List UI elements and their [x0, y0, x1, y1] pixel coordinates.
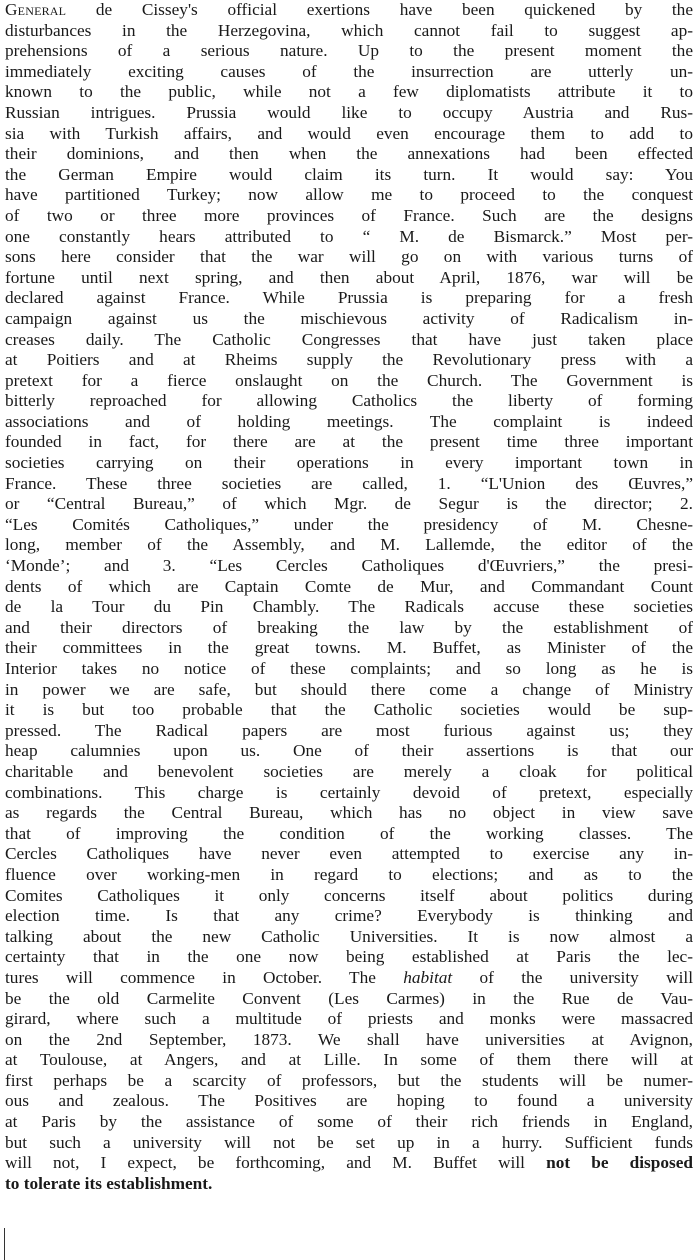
text-line — [5, 1071, 693, 1092]
text-line — [5, 165, 693, 186]
text-segment: the German Empire would claim its turn. It would say: You — [5, 164, 693, 184]
text-segment: France. These three societies are called, 1. “L'Union des Œuvres,” — [5, 473, 693, 493]
text-line — [5, 1091, 693, 1112]
text-segment: immediately exciting causes of the insurrection are utterly un- — [5, 61, 693, 81]
text-line — [5, 124, 693, 145]
text-segment: societies carrying on their operations in every important town in — [5, 453, 693, 473]
text-segment: on the 2nd September, 1873. We shall have universities at Avignon, — [5, 1029, 693, 1049]
text-segment: of the university will — [452, 967, 693, 987]
text-segment: not be disposed — [546, 1153, 693, 1173]
text-line — [5, 227, 693, 248]
text-segment: known to the public, while not a few diplomatists attribute it to — [5, 82, 693, 102]
text-line — [5, 700, 693, 721]
text-line — [5, 432, 693, 453]
text-line — [5, 618, 693, 639]
text-line — [5, 144, 693, 165]
text-segment: combinations. This charge is certainly devoid of pretext, especially — [5, 782, 693, 802]
text-segment: their dominions, and then when the annexations had been effected — [5, 144, 693, 164]
text-segment: sons here consider that the war will go on with various turns of — [5, 247, 693, 267]
text-line — [5, 803, 693, 824]
text-line — [5, 844, 693, 865]
text-line — [5, 185, 693, 206]
text-line — [5, 474, 693, 495]
text-segment: talking about the new Catholic Universities. It is now almost a — [5, 926, 693, 946]
text-segment: as regards the Central Bureau, which has no object in view save — [5, 803, 693, 823]
text-segment: or “Central Bureau,” of which Mgr. de Segur is the director; 2. — [5, 494, 693, 514]
text-line — [5, 721, 693, 742]
text-segment: be the old Carmelite Convent (Les Carmes) in the Rue de Vau- — [5, 988, 693, 1008]
text-segment: prehensions of a serious nature. Up to the present moment the — [5, 41, 693, 61]
text-line — [5, 865, 693, 886]
text-line — [5, 1153, 693, 1174]
text-segment: and their directors of breaking the law by the establishment of — [5, 617, 693, 637]
text-line — [5, 412, 693, 433]
margin-rule — [4, 1228, 5, 1260]
text-line — [5, 0, 693, 21]
text-line — [5, 824, 693, 845]
text-segment: ‘Monde’; and 3. “Les Cercles Catholiques d'Œuvriers,” the presi- — [5, 556, 693, 576]
text-segment: have partitioned Turkey; now allow me to proceed to the conquest — [5, 185, 693, 205]
text-segment: to tolerate its establishment. — [5, 1173, 213, 1193]
text-segment: election time. Is that any crime? Everybody is thinking and — [5, 906, 693, 926]
text-line — [5, 21, 693, 42]
text-line — [5, 989, 693, 1010]
text-line — [5, 968, 693, 989]
text-segment: in power we are safe, but should there come a change of Ministry — [5, 679, 693, 699]
text-segment: General — [5, 0, 67, 19]
text-segment: at Poitiers and at Rheims supply the Revolutionary press with a — [5, 350, 693, 370]
text-segment: fortune until next spring, and then about April, 1876, war will be — [5, 267, 693, 287]
text-segment: of two or three more provinces of France. Such are the designs — [5, 205, 693, 225]
text-segment: Comites Catholiques it only concerns itself about politics during — [5, 885, 693, 905]
text-segment: sia with Turkish affairs, and would even encourage them to add to — [5, 123, 693, 143]
text-line — [5, 577, 693, 598]
text-line — [5, 515, 693, 536]
text-segment: it is but too probable that the Catholic societies would be sup- — [5, 700, 693, 720]
text-segment: first perhaps be a scarcity of professors, but the students will be numer- — [5, 1070, 693, 1090]
text-line — [5, 330, 693, 351]
text-segment: girard, where such a multitude of priests and monks were massacred — [5, 1009, 693, 1029]
text-line — [5, 1050, 693, 1071]
text-line — [5, 680, 693, 701]
text-line — [5, 82, 693, 103]
text-segment: one constantly hears attributed to “ M. de Bismarck.” Most per- — [5, 226, 693, 246]
text-segment: ous and zealous. The Positives are hoping to found a university — [5, 1091, 693, 1111]
text-segment: long, member of the Assembly, and M. Lallemde, the editor of the — [5, 535, 693, 555]
text-line — [5, 391, 693, 412]
text-line — [5, 494, 693, 515]
text-segment: pressed. The Radical papers are most furious against us; they — [5, 720, 693, 740]
text-segment: Cercles Catholiques have never even attempted to exercise any in- — [5, 844, 693, 864]
text-segment: “Les Comités Catholiques,” under the presidency of M. Chesne- — [5, 514, 693, 534]
text-line — [5, 268, 693, 289]
text-segment: Russian intrigues. Prussia would like to occupy Austria and Rus- — [5, 102, 693, 122]
text-segment: bitterly reproached for allowing Catholics the liberty of forming — [5, 391, 693, 411]
text-line — [5, 62, 693, 83]
text-line — [5, 453, 693, 474]
text-segment: campaign against us the mischievous activity of Radicalism in- — [5, 308, 693, 328]
text-line — [5, 597, 693, 618]
text-segment: certainty that in the one now being established at Paris the lec- — [5, 947, 693, 967]
text-segment: creases daily. The Catholic Congresses that have just taken place — [5, 329, 693, 349]
text-line — [5, 556, 693, 577]
article-body — [5, 0, 693, 1194]
text-segment: but such a university will not be set up in a hurry. Sufficient funds — [5, 1132, 693, 1152]
text-line — [5, 535, 693, 556]
text-segment: de la Tour du Pin Chambly. The Radicals accuse these societies — [5, 597, 693, 617]
text-line — [5, 103, 693, 124]
text-segment: heap calumnies upon us. One of their assertions is that our — [5, 741, 693, 761]
text-line — [5, 309, 693, 330]
text-line — [5, 886, 693, 907]
text-line — [5, 638, 693, 659]
text-segment: tures will commence in October. The — [5, 967, 404, 987]
text-line — [5, 659, 693, 680]
text-segment: their committees in the great towns. M. Buffet, as Minister of the — [5, 638, 693, 658]
text-line — [5, 350, 693, 371]
text-segment: that of improving the condition of the working classes. The — [5, 823, 693, 843]
text-segment: Interior takes no notice of these complaints; and so long as he is — [5, 659, 693, 678]
text-segment: at Paris by the assistance of some of their rich friends in England, — [5, 1112, 693, 1132]
text-segment: associations and of holding meetings. The complaint is indeed — [5, 411, 693, 431]
text-line — [5, 247, 693, 268]
text-line — [5, 1009, 693, 1030]
text-line — [5, 947, 693, 968]
text-line — [5, 906, 693, 927]
text-segment: at Toulouse, at Angers, and at Lille. In some of them there will at — [5, 1050, 693, 1070]
text-line — [5, 371, 693, 392]
text-segment: declared against France. While Prussia is preparing for a fresh — [5, 288, 693, 308]
text-line — [5, 927, 693, 948]
text-line — [5, 741, 693, 762]
text-segment: will not, I expect, be forthcoming, and M. Buffet will — [5, 1153, 547, 1173]
text-line — [5, 206, 693, 227]
text-line — [5, 1174, 693, 1195]
text-segment: charitable and benevolent societies are merely a cloak for political — [5, 761, 693, 781]
text-segment: habitat — [403, 967, 453, 987]
text-segment: de Cissey's official exertions have been quickened by the — [66, 0, 693, 19]
text-segment: fluence over working-men in regard to elections; and as to the — [5, 864, 693, 884]
text-segment: dents of which are Captain Comte de Mur, and Commandant Count — [5, 576, 693, 596]
text-line — [5, 288, 693, 309]
text-line — [5, 1030, 693, 1051]
text-segment: founded in fact, for there are at the present time three important — [5, 432, 693, 452]
text-line — [5, 783, 693, 804]
text-line — [5, 1112, 693, 1133]
text-line — [5, 41, 693, 62]
text-line — [5, 1133, 693, 1154]
text-segment: pretext for a fierce onslaught on the Church. The Government is — [5, 370, 693, 390]
text-segment: disturbances in the Herzegovina, which cannot fail to suggest ap- — [5, 20, 693, 40]
text-line — [5, 762, 693, 783]
